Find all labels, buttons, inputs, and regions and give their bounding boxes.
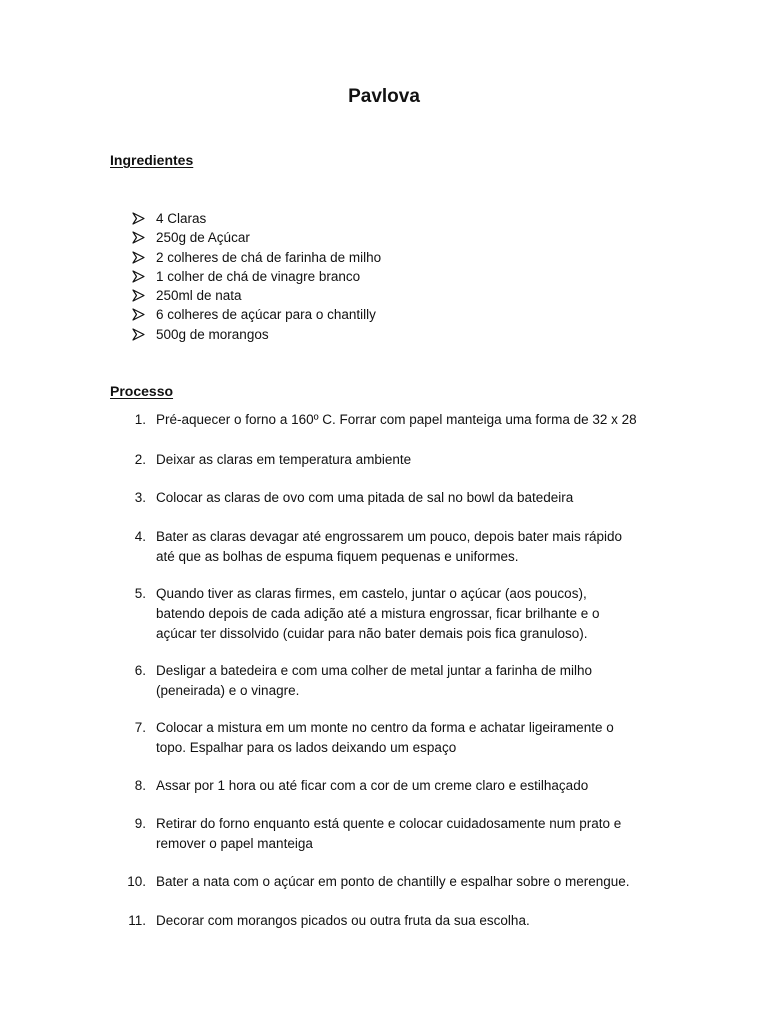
arrow-bullet-icon — [132, 231, 145, 244]
process-heading: Processo — [110, 383, 174, 399]
arrow-bullet-icon — [132, 251, 145, 264]
ingredient-text: 1 colher de chá de vinagre branco — [156, 268, 361, 284]
step-number: 6. — [134, 663, 146, 678]
ingredient-text: 6 colheres de açúcar para o chantilly — [156, 307, 376, 323]
step-number: 9. — [134, 816, 146, 831]
step-text: Colocar a mistura em um monte no centro da forma e achatar ligeiramente o topo. Espalhar para os lados deixando um espaço — [156, 720, 614, 755]
arrow-bullet-icon — [132, 328, 145, 341]
arrow-bullet-icon — [132, 289, 145, 302]
step-text: Pré-aquecer o forno a 160º C. Forrar com papel manteiga uma forma de 32 x 28 — [156, 412, 637, 427]
ingredients-heading: Ingredientes — [110, 152, 194, 168]
ingredient-text: 4 Claras — [156, 211, 207, 226]
step-number: 10. — [127, 874, 146, 889]
step-number: 7. — [134, 720, 146, 735]
step-text: Quando tiver as claras firmes, em castelo, juntar o açúcar (aos poucos), batendo depois de cada adição até a mistura engrossar, ficar brilhante e o açúcar ter dissolvido (cuidar para não bater demais pois fica granuloso). — [156, 586, 600, 641]
step-number: 11. — [128, 913, 146, 928]
step-text: Bater as claras devagar até engrossarem um pouco, depois bater mais rápido até que as bolhas de espuma fiquem pequenas e uniformes. — [156, 529, 623, 564]
ingredient-text: 500g de morangos — [156, 326, 269, 342]
page-title: Pavlova — [348, 86, 420, 107]
step-number: 8. — [134, 778, 146, 793]
step-text: Desligar a batedeira e com uma colher de metal juntar a farinha de milho (peneirada) e o vinagre. — [156, 663, 592, 698]
step-text: Decorar com morangos picados ou outra fruta da sua escolha. — [156, 913, 530, 928]
step-text: Assar por 1 hora ou até ficar com a cor de um creme claro e estilhaçado — [156, 778, 589, 793]
step-number: 5. — [134, 586, 146, 601]
step-number: 4. — [134, 529, 146, 544]
step-text: Deixar as claras em temperatura ambiente — [156, 452, 412, 467]
step-text: Retirar do forno enquanto está quente e colocar cuidadosamente num prato e remover o papel manteiga — [156, 816, 622, 851]
ingredient-text: 250ml de nata — [156, 288, 242, 304]
ingredient-text: 2 colheres de chá de farinha de milho — [156, 249, 382, 265]
step-text: Bater a nata com o açúcar em ponto de chantilly e espalhar sobre o merengue. — [156, 874, 630, 889]
arrow-bullet-icon — [132, 308, 145, 321]
arrow-bullet-icon — [132, 270, 145, 283]
step-number: 2. — [134, 452, 146, 467]
step-number: 1. — [134, 412, 146, 427]
ingredient-text: 250g de Açúcar — [156, 230, 250, 246]
step-number: 3. — [134, 490, 146, 505]
step-text: Colocar as claras de ovo com uma pitada de sal no bowl da batedeira — [156, 490, 574, 505]
arrow-bullet-icon — [132, 212, 145, 225]
